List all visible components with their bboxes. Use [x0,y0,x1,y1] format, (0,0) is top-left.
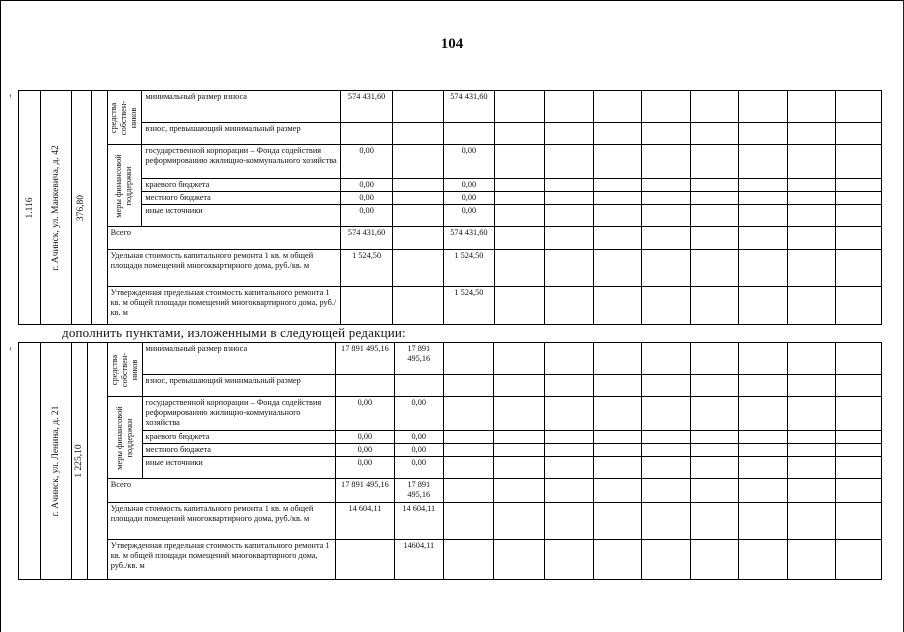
page-frame-left [0,0,1,632]
group-own-funds-label: средства собствен-ников [109,352,139,387]
row-number-cell [19,91,41,325]
value-cell: 0,00 [340,179,393,192]
value-cell: 574 431,60 [444,227,495,250]
page-frame-top [0,0,904,1]
row-label: Удельная стоимость капитального ремонта 1 кв. м общей площади помещений многоквартирного дома, руб./кв. м [107,250,340,287]
row-label: Удельная стоимость капитального ремонта 1 кв. м общей площади помещений многоквартирного дома, руб./кв. м [107,503,335,540]
row-label: государственной корпорации – Фонда содействия реформированию жилищно-коммунального хозяйства [142,397,335,431]
value-cell: 17 891 495,16 [335,343,394,375]
row-label: иные источники [142,205,340,227]
row-number: 1.116 [24,196,35,219]
building-area: 1 225,10 [74,444,85,478]
group-own-funds [107,343,142,397]
value-cell: 14 604,11 [335,503,394,540]
blank-column [91,91,107,325]
address: г. Ачинск, ул. Ленина, д. 21 [50,405,61,517]
value-cell: 0,00 [340,205,393,227]
row-label: взнос, превышающий минимальный размер [142,375,335,397]
margin-tick: ‹ [9,343,12,353]
section-note: дополнить пунктами, изложенными в следующей редакции: [62,325,406,340]
value-cell: 1 524,50 [340,250,393,287]
value-cell: 0,00 [394,431,443,444]
address-cell [41,343,72,580]
group-support [107,145,142,227]
value-cell: 0,00 [444,179,495,192]
value-cell: 0,00 [335,457,394,479]
value-cell: 0,00 [335,444,394,457]
address: г. Ачинск, ул. Манкевича, д. 42 [50,144,61,271]
row-label-total: Всего [107,227,340,250]
value-cell [393,91,444,123]
building-area: 376,80 [76,194,87,221]
value-cell: 574 431,60 [340,227,393,250]
area-cell [71,343,87,580]
value-cell: 0,00 [335,431,394,444]
value-cell: 14604,11 [394,540,443,580]
row-label-total: Всего [107,479,335,503]
row-label: минимальный размер взноса [142,91,340,123]
value-cell: 0,00 [444,192,495,205]
value-cell: 1 524,50 [444,250,495,287]
value-cell: 0,00 [394,397,443,431]
group-support-label: меры финансовой поддержки [114,153,134,218]
group-support [107,397,142,479]
row-label: краевого бюджета [142,179,340,192]
value-cell: 0,00 [340,145,393,179]
capital-repair-table-1 [18,90,882,325]
row-label: местного бюджета [142,192,340,205]
row-label: взнос, превышающий минимальный размер [142,123,340,145]
capital-repair-table-2 [18,342,882,580]
value-cell: 0,00 [394,457,443,479]
row-label: иные источники [142,457,335,479]
value-cell: 0,00 [444,145,495,179]
row-label: местного бюджета [142,444,335,457]
row-label: государственной корпорации – Фонда содействия реформированию жилищно-коммунального хозяйства [142,145,340,179]
value-cell: 14 604,11 [394,503,443,540]
page-number: 104 [440,36,464,52]
margin-tick: ‹ [9,90,12,100]
row-label: минимальный размер взноса [142,343,335,375]
row-label: Утвержденная предельная стоимость капитального ремонта 1 кв. м общей площади помещений многоквартирного дома, руб./кв. м [107,540,335,580]
value-cell: 1 524,50 [444,287,495,325]
address-cell [41,91,72,325]
value-cell: 0,00 [394,444,443,457]
value-cell: 17 891 495,16 [394,343,443,375]
row-label: Утвержденная предельная стоимость капитального ремонта 1 кв. м общей площади помещений многоквартирного дома, руб./кв. м [107,287,340,325]
blank-column [87,343,107,580]
group-own-funds [107,91,142,145]
row-label: краевого бюджета [142,431,335,444]
value-cell: 574 431,60 [340,91,393,123]
value-cell: 0,00 [335,397,394,431]
group-own-funds-label: средства собствен-ников [109,100,139,135]
value-cell: 0,00 [340,192,393,205]
blank-column [19,343,41,580]
value-cell: 0,00 [444,205,495,227]
value-cell: 17 891 495,16 [335,479,394,503]
area-cell [71,91,91,325]
value-cell: 574 431,60 [444,91,495,123]
value-cell: 17 891 495,16 [394,479,443,503]
group-support-label: меры финансовой поддержки [114,405,134,470]
